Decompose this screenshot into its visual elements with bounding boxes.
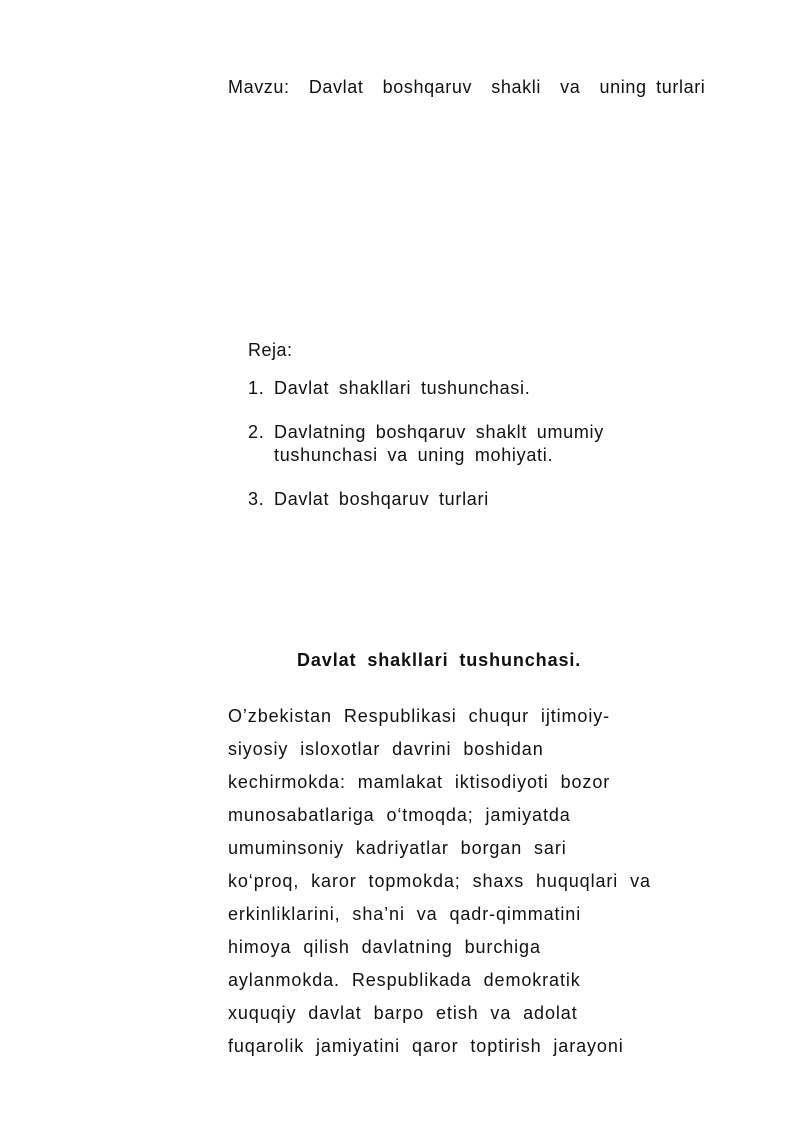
section-heading: Davlat shakllari tushunchasi. <box>297 650 582 670</box>
body-line: himoya qilish davlatning burchiga <box>228 937 541 957</box>
plan-item-number: 1. <box>248 378 265 398</box>
body-line: aylanmokda. Respublikada demokratik <box>228 970 581 990</box>
plan-item-number: 2. <box>248 422 265 442</box>
plan-item-number: 3. <box>248 489 265 509</box>
body-line: munosabatlariga o‘tmoqda; jamiyatda <box>228 805 571 825</box>
body-line: O’zbekistan Respublikasi chuqur ijtimoiy- <box>228 706 611 726</box>
document-title: Mavzu: Davlat boshqaruv shakli va uning turlari <box>228 77 706 97</box>
plan-item-text: Davlatning boshqaruv shaklt umumiy tushunchasi va uning mohiyati. <box>274 422 604 465</box>
body-line: ko‘proq, karor topmokda; shaxs huquqlari va <box>228 871 651 891</box>
plan-item <box>248 377 708 400</box>
body-line: erkinliklarini, sha’ni va qadr-qimmatini <box>228 904 582 924</box>
body-line: fuqarolik jamiyatini qaror toptirish jarayoni <box>228 1036 624 1056</box>
body-line: xuquqiy davlat barpo etish va adolat <box>228 1003 578 1023</box>
body-line: kechirmokda: mamlakat iktisodiyoti bozor <box>228 772 611 792</box>
body-line: umuminsoniy kadriyatlar borgan sari <box>228 838 567 858</box>
plan-list <box>248 377 708 532</box>
plan-item-text: Davlat shakllari tushunchasi. <box>274 378 531 398</box>
plan-item-text: Davlat boshqaruv turlari <box>274 489 489 509</box>
plan-item <box>248 421 708 467</box>
plan-heading: Reja: <box>248 340 293 360</box>
plan-item <box>248 488 708 511</box>
body-paragraph <box>228 700 796 1063</box>
body-line: siyosiy isloxotlar davrini boshidan <box>228 739 544 759</box>
